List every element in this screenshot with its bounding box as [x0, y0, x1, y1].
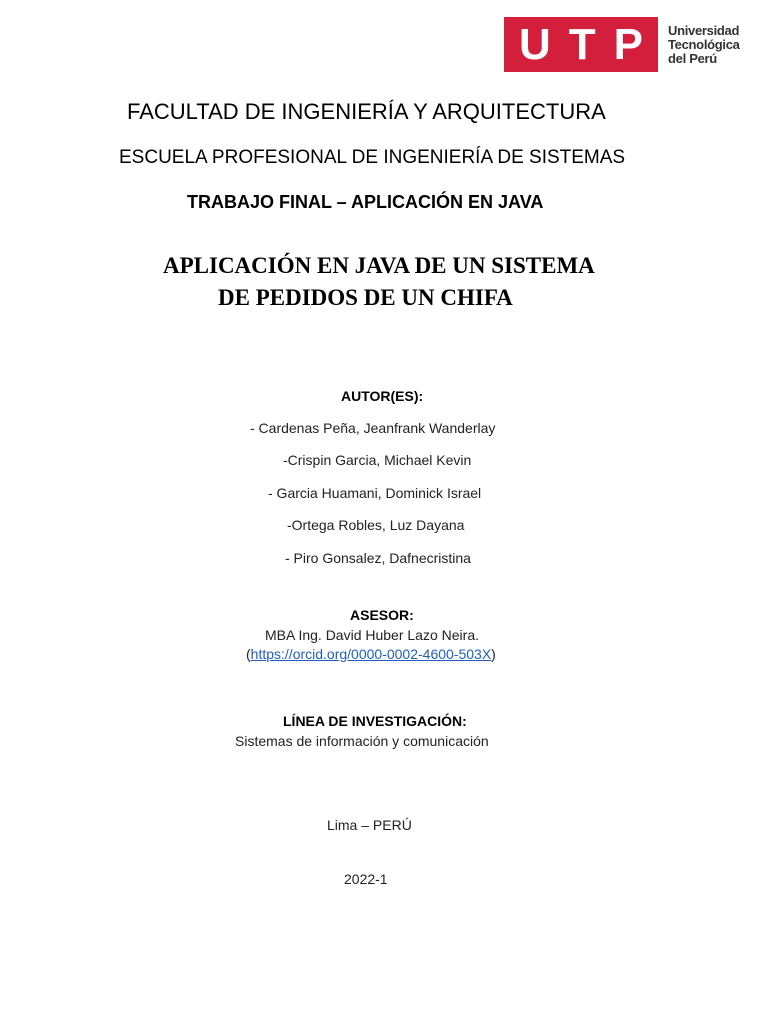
- open-paren: (: [246, 646, 251, 662]
- advisor-orcid-line: [246, 646, 496, 662]
- document-title-line-2: DE PEDIDOS DE UN CHIFA: [218, 285, 513, 310]
- period: 2022-1: [344, 871, 388, 887]
- faculty-heading: FACULTAD DE INGENIERÍA Y ARQUITECTURA: [127, 99, 606, 124]
- close-paren: ): [491, 646, 496, 662]
- university-name-line: Tecnológica: [668, 37, 740, 52]
- university-name-line: Universidad: [668, 23, 740, 38]
- research-line-label: LÍNEA DE INVESTIGACIÓN:: [283, 713, 467, 729]
- author-item: - Piro Gonsalez, Dafnecristina: [285, 550, 471, 566]
- author-item: -Ortega Robles, Luz Dayana: [287, 517, 465, 533]
- research-line-value: Sistemas de información y comunicación: [235, 733, 489, 749]
- place: Lima – PERÚ: [327, 817, 412, 833]
- university-name: [668, 24, 740, 66]
- utp-logo: [504, 17, 658, 72]
- orcid-link[interactable]: https://orcid.org/0000-0002-4600-503X: [250, 646, 492, 662]
- logo-letter-t: T: [568, 19, 596, 69]
- university-name-line: del Perú: [668, 51, 717, 66]
- logo-letter-u: U: [518, 19, 551, 69]
- logo-letter-p: P: [613, 19, 643, 69]
- author-item: - Garcia Huamani, Dominick Israel: [268, 485, 482, 501]
- work-heading: TRABAJO FINAL – APLICACIÓN EN JAVA: [187, 192, 544, 212]
- advisor-name: MBA Ing. David Huber Lazo Neira.: [265, 627, 479, 643]
- advisor-label: ASESOR:: [350, 607, 414, 623]
- school-heading: ESCUELA PROFESIONAL DE INGENIERÍA DE SISTEMAS: [119, 147, 626, 168]
- author-item: -Crispin Garcia, Michael Kevin: [283, 452, 472, 468]
- author-item: - Cardenas Peña, Jeanfrank Wanderlay: [250, 420, 496, 436]
- authors-label: AUTOR(ES):: [341, 388, 424, 404]
- document-title-line-1: APLICACIÓN EN JAVA DE UN SISTEMA: [163, 253, 595, 278]
